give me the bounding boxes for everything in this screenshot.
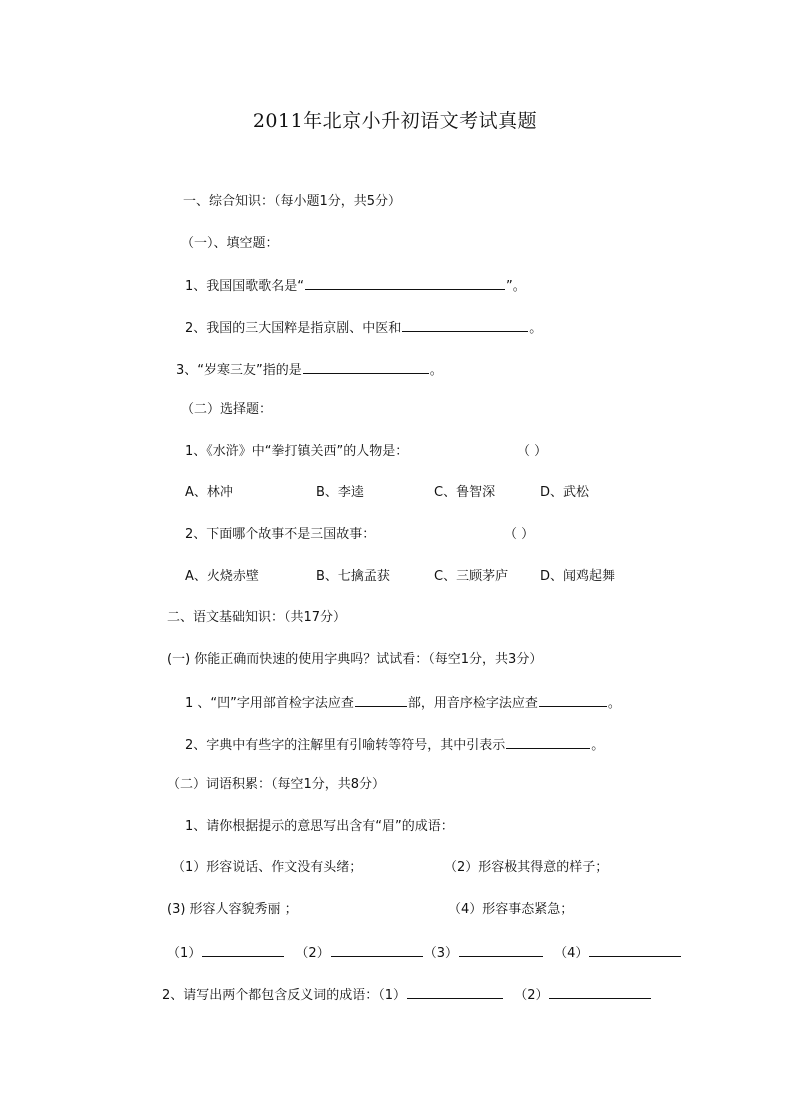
answer-blank[interactable]	[407, 985, 503, 999]
answer-blank[interactable]	[303, 360, 429, 374]
question-text: 。	[607, 696, 621, 711]
answer-blank[interactable]	[539, 693, 607, 707]
mc1-option-c[interactable]: C、鲁智深	[434, 485, 496, 500]
section1-heading: 一、综合知识：（每小题1分，共5分）	[183, 194, 402, 209]
question-three-friends	[176, 360, 443, 380]
answer-label: （4）	[554, 946, 589, 961]
question-antonym-idioms	[162, 985, 652, 1005]
answer-label: （3）	[423, 946, 458, 961]
mc-question-2: 2、下面哪个故事不是三国故事：	[185, 527, 376, 542]
mc2-option-a[interactable]: A、火烧赤壁	[185, 569, 259, 584]
answer-blank[interactable]	[202, 943, 284, 957]
mc2-option-c[interactable]: C、三顾茅庐	[434, 569, 509, 584]
answer-blank[interactable]	[506, 735, 590, 749]
question-text: 部，用音序检字法应查	[407, 696, 538, 711]
answer-label: （2）	[295, 946, 330, 961]
mc2-option-d[interactable]: D、闻鸡起舞	[540, 569, 616, 584]
answer-label: （1）	[167, 946, 202, 961]
question-text: 1、我国国歌歌名是“	[185, 279, 305, 294]
question-text: 。	[529, 321, 543, 336]
section2-heading: 二、语文基础知识：（共17分）	[167, 610, 347, 625]
mc-answer-paren-1[interactable]: （ ）	[517, 444, 548, 459]
answer-blank[interactable]	[402, 318, 528, 332]
vocabulary-heading: （二）词语积累：（每空1分，共8分）	[167, 777, 386, 792]
fill-blank-heading: （一）、填空题：	[181, 236, 279, 251]
mc1-option-d[interactable]: D、武松	[540, 485, 590, 500]
question-text: 3、“岁寒三友”指的是	[176, 363, 302, 378]
question-text: 。	[591, 738, 605, 753]
mc-question-1: 1、《水浒》中“拳打镇关西”的人物是：	[185, 444, 409, 459]
question-text: 2、我国的三大国粹是指京剧、中医和	[185, 321, 402, 336]
mc1-option-a[interactable]: A、林冲	[185, 485, 233, 500]
question-text: 。	[429, 363, 443, 378]
mc1-option-b[interactable]: B、李逵	[316, 485, 364, 500]
document-title: 2011年北京小升初语文考试真题	[252, 110, 538, 132]
answer-blank[interactable]	[549, 985, 651, 999]
answer-blank[interactable]	[305, 276, 505, 290]
question-text: ”。	[506, 279, 526, 294]
hint-2: （2）形容极其得意的样子；	[444, 860, 609, 875]
answer-blank[interactable]	[589, 943, 681, 957]
mc-answer-paren-2[interactable]: （ ）	[504, 527, 535, 542]
hint-4: （4）形容事态紧急；	[448, 902, 574, 917]
answer-blank[interactable]	[331, 943, 423, 957]
question-national-essence	[185, 318, 542, 338]
question-text: 1 、“凹”字用部首检字法应查	[185, 696, 354, 711]
question-idioms-brow: 1、请你根据提示的意思写出含有“眉”的成语：	[185, 819, 454, 834]
question-text: 2、请写出两个都包含反义词的成语：（1）	[162, 988, 407, 1003]
answer-label: （2）	[514, 988, 549, 1003]
question-dictionary-symbol	[185, 735, 604, 755]
question-radical-lookup	[185, 693, 621, 713]
hint-3: (3) 形容人容貌秀丽 ；	[167, 902, 298, 917]
dictionary-heading: (一) 你能正确而快速的使用字典吗？试试看：（每空1分，共3分）	[167, 652, 543, 667]
hint-1: （1）形容说话、作文没有头绪；	[172, 860, 363, 875]
answer-blank[interactable]	[459, 943, 543, 957]
answer-row-idioms	[167, 943, 682, 963]
mc2-option-b[interactable]: B、七擒孟获	[316, 569, 390, 584]
answer-blank[interactable]	[355, 693, 407, 707]
choice-heading: （二）选择题：	[181, 402, 273, 417]
question-text: 2、字典中有些字的注解里有引喻转等符号，其中引表示	[185, 738, 506, 753]
question-anthem	[185, 276, 526, 296]
